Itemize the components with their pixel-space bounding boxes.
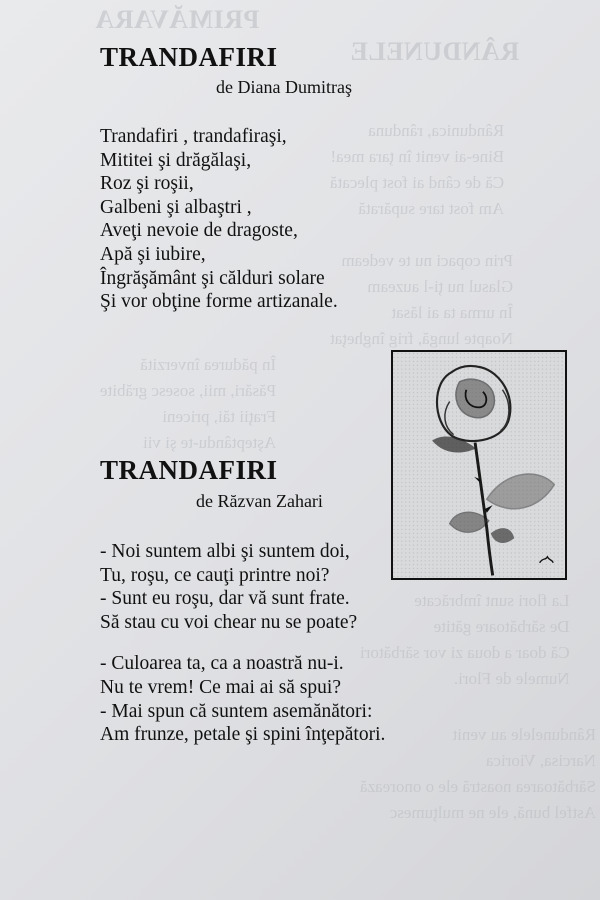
bleed-through-title: RÂNDUNELE bbox=[350, 37, 520, 66]
poem-line: - Sunt eu roşu, dar vă sunt frate. bbox=[100, 588, 350, 610]
bleed-through-text: În pădurea înverzită Păsări, mii, sosesc grăbite Fraţii tăi, priceni Aşteptându-te şi vii bbox=[100, 355, 277, 452]
poem-line: Să stau cu voi chear nu se poate? bbox=[100, 611, 358, 633]
poem-line: Galbeni şi albaştri , bbox=[100, 196, 252, 218]
poem-line: - Culoarea ta, ca a noastră nu-i. bbox=[100, 653, 344, 675]
poem-1-author: de Diana Dumitraş bbox=[216, 77, 352, 97]
poem-line: Trandafiri , trandafiraşi, bbox=[100, 126, 287, 147]
poem-line: Apă şi iubire, bbox=[100, 243, 206, 265]
poem-2-stanza-2 bbox=[100, 652, 385, 746]
bleed-through-text: Rândunica, rânduna Bine-ai venit în ţara mea! Că de când ai fost plecată Am fost tare supărată bbox=[330, 121, 505, 218]
poem-line: - Mai spun că suntem asemănători: bbox=[100, 700, 373, 722]
poem-line: Nu te vrem! Ce mai ai să spui? bbox=[100, 676, 341, 698]
bleed-through-title: PRIMĂVARA bbox=[95, 5, 260, 34]
rose-illustration bbox=[391, 350, 567, 580]
poem-1-title: TRANDAFIRI bbox=[100, 42, 278, 72]
poem-line: Mititei şi drăgălaşi, bbox=[100, 149, 252, 171]
poem-line: Roz şi roşii, bbox=[100, 173, 194, 195]
poem-2-body bbox=[100, 540, 385, 765]
poem-2-title: TRANDAFIRI bbox=[100, 455, 278, 485]
bleed-through-text: Rândunelele au venit Narcisa, Viorica Sărbătoarea noastră ele o onorează Astfel bună, ele ne mulţumesc bbox=[360, 725, 596, 822]
poem-2-stanza-1 bbox=[100, 540, 385, 634]
poem-line: - Noi suntem albi şi suntem doi, bbox=[100, 541, 350, 562]
poem-2-author: de Răzvan Zahari bbox=[196, 491, 323, 511]
poem-line: Aveţi nevoie de dragoste, bbox=[100, 220, 298, 242]
poem-line: Tu, roşu, ce cauţi printre noi? bbox=[100, 564, 330, 586]
bleed-through-text: Prin copaci nu te vedeam Glasul nu ţi-l auzeam În urma ta ai lăsat Noapte lungă, frig îngheţat bbox=[330, 251, 514, 348]
poem-line: Îngrăşământ şi călduri solare bbox=[100, 267, 325, 289]
poem-line: Am frunze, petale şi spini înţepători. bbox=[100, 724, 386, 746]
poem-1-body bbox=[100, 125, 338, 314]
bleed-through-text: La flori sunt îmbrăcate De sărbătoare gătite Că doar a doua zi vor sărbători Numele de Flori. bbox=[360, 591, 570, 688]
rose-drawing-icon bbox=[393, 352, 565, 578]
poem-line: Şi vor obţine forme artizanale. bbox=[100, 291, 338, 313]
